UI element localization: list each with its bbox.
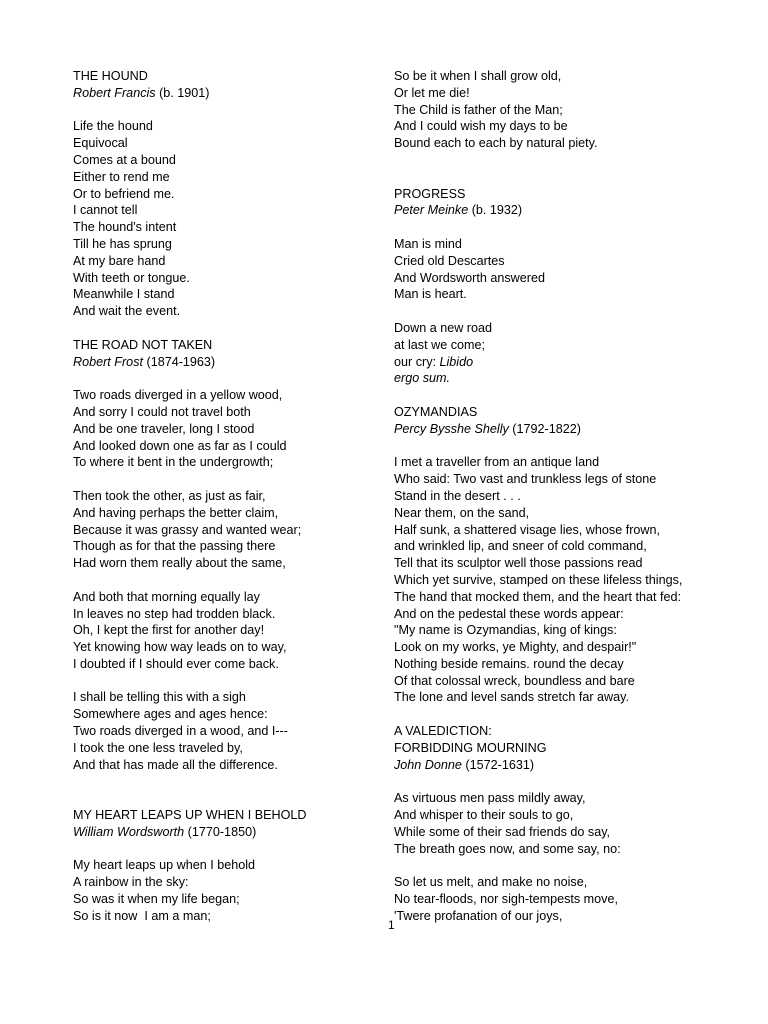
page-number: 1 bbox=[388, 918, 395, 932]
poem-line: Though as for that the passing there bbox=[73, 539, 276, 554]
author-name: William Wordsworth bbox=[73, 824, 185, 839]
poem-line: Bound each to each by natural piety. bbox=[394, 136, 598, 151]
poem-line: And having perhaps the better claim, bbox=[73, 505, 279, 520]
poem-line: The lone and level sands stretch far away. bbox=[394, 690, 629, 705]
poem-line: I doubted if I should ever come back. bbox=[73, 656, 279, 671]
poem-line: And be one traveler, long I stood bbox=[73, 421, 255, 436]
poem-title: THE ROAD NOT TAKEN bbox=[73, 337, 213, 352]
poem-line: So is it now I am a man; bbox=[73, 908, 211, 923]
poem-line: Oh, I kept the first for another day! bbox=[73, 623, 265, 638]
poem-line: Somewhere ages and ages hence: bbox=[73, 707, 268, 722]
poem-line: Two roads diverged in a wood, and I--- bbox=[73, 724, 288, 739]
author-dates: (b. 1932) bbox=[468, 203, 523, 218]
poem-line: So be it when I shall grow old, bbox=[394, 69, 562, 83]
author-name: Percy Bysshe Shelly bbox=[394, 421, 509, 436]
author-dates: (1572-1631) bbox=[461, 757, 535, 772]
poem-byline bbox=[73, 354, 373, 371]
poem-line: In leaves no step had trodden black. bbox=[73, 606, 276, 621]
poem-my-heart-leaps-up bbox=[73, 807, 373, 925]
poem-line: Man is heart. bbox=[394, 287, 467, 302]
poem-the-hound bbox=[73, 68, 373, 320]
poem-line: Then took the other, as just as fair, bbox=[73, 488, 266, 503]
poem-line: Because it was grassy and wanted wear; bbox=[73, 522, 302, 537]
poem-line: Which yet survive, stamped on these lifeless things, bbox=[394, 572, 683, 587]
poem-line: Stand in the desert . . . bbox=[394, 488, 521, 503]
latin-phrase: Libido bbox=[439, 354, 474, 369]
left-column bbox=[73, 68, 373, 925]
poem-line: And that has made all the difference. bbox=[73, 757, 278, 772]
poem-ozymandias bbox=[394, 404, 724, 706]
poem-line: Look on my works, ye Mighty, and despair!" bbox=[394, 640, 637, 655]
poem-line: 'Twere profanation of our joys, bbox=[394, 908, 563, 923]
poem-line: And I could wish my days to be bbox=[394, 119, 568, 134]
poem-line: I met a traveller from an antique land bbox=[394, 455, 600, 470]
poem-line: Till he has sprung bbox=[73, 236, 172, 251]
poem-line: Yet knowing how way leads on to way, bbox=[73, 640, 287, 655]
poem-line: Equivocal bbox=[73, 136, 128, 151]
poem-byline bbox=[394, 421, 724, 438]
poem-line: ergo sum. bbox=[394, 371, 450, 386]
author-dates: (b. 1901) bbox=[155, 85, 210, 100]
poem-line: So let us melt, and make no noise, bbox=[394, 875, 588, 890]
author-dates: (1874-1963) bbox=[143, 354, 216, 369]
poem-line: And Wordsworth answered bbox=[394, 270, 545, 285]
poem-byline bbox=[73, 824, 373, 841]
poem-line-text: our cry: bbox=[394, 354, 440, 369]
poem-title: FORBIDDING MOURNING bbox=[394, 740, 547, 755]
poem-line: Down a new road bbox=[394, 320, 493, 335]
poem-line: Who said: Two vast and trunkless legs of stone bbox=[394, 472, 657, 487]
poem-line: With teeth or tongue. bbox=[73, 270, 190, 285]
author-dates: (1792-1822) bbox=[508, 421, 581, 436]
right-column bbox=[394, 68, 724, 925]
poem-my-heart-leaps-up-continued bbox=[394, 68, 724, 152]
poem-title: OZYMANDIAS bbox=[394, 404, 478, 419]
poem-line: Meanwhile I stand bbox=[73, 287, 175, 302]
poem-line: Nothing beside remains. round the decay bbox=[394, 656, 624, 671]
poem-line: and wrinkled lip, and sneer of cold command, bbox=[394, 539, 647, 554]
poem-line: No tear-floods, nor sigh-tempests move, bbox=[394, 892, 618, 907]
poem-line: At my bare hand bbox=[73, 253, 166, 268]
author-name: Robert Frost bbox=[73, 354, 143, 369]
poem-line: The breath goes now, and some say, no: bbox=[394, 841, 621, 856]
poem-line: Of that colossal wreck, boundless and bare bbox=[394, 673, 635, 688]
poem-line: I shall be telling this with a sigh bbox=[73, 690, 246, 705]
author-name: Peter Meinke bbox=[394, 203, 469, 218]
poem-a-valediction bbox=[394, 723, 724, 925]
poem-line bbox=[394, 354, 724, 371]
poem-line: "My name is Ozymandias, king of kings: bbox=[394, 623, 617, 638]
poem-title: PROGRESS bbox=[394, 186, 466, 201]
poem-byline bbox=[394, 757, 724, 774]
poem-line: The hound's intent bbox=[73, 220, 177, 235]
poem-progress bbox=[394, 186, 724, 388]
poem-title: THE HOUND bbox=[73, 69, 148, 83]
poem-line: at last we come; bbox=[394, 337, 485, 352]
poem-line: Or to befriend me. bbox=[73, 186, 175, 201]
poem-line: My heart leaps up when I behold bbox=[73, 858, 256, 873]
poem-line: Had worn them really about the same, bbox=[73, 556, 286, 571]
poem-line: Comes at a bound bbox=[73, 152, 176, 167]
poem-line: Half sunk, a shattered visage lies, whose frown, bbox=[394, 522, 660, 537]
poem-line: Two roads diverged in a yellow wood, bbox=[73, 388, 283, 403]
poem-title: A VALEDICTION: bbox=[394, 724, 492, 739]
poem-line: Cried old Descartes bbox=[394, 253, 505, 268]
author-name: John Donne bbox=[394, 757, 462, 772]
poem-line: And wait the event. bbox=[73, 304, 181, 319]
poem-line: So was it when my life began; bbox=[73, 892, 240, 907]
poem-line: Or let me die! bbox=[394, 85, 470, 100]
poem-line: And looked down one as far as I could bbox=[73, 438, 287, 453]
poem-line: And whisper to their souls to go, bbox=[394, 808, 574, 823]
poem-line: I took the one less traveled by, bbox=[73, 740, 243, 755]
poem-line: Life the hound bbox=[73, 119, 153, 134]
poem-line: Man is mind bbox=[394, 236, 462, 251]
poem-line: While some of their sad friends do say, bbox=[394, 824, 611, 839]
poem-line: The hand that mocked them, and the heart that fed: bbox=[394, 589, 682, 604]
poem-line: To where it bent in the undergrowth; bbox=[73, 455, 274, 470]
poem-line: The Child is father of the Man; bbox=[394, 102, 563, 117]
poem-line: I cannot tell bbox=[73, 203, 138, 218]
poem-line: Either to rend me bbox=[73, 169, 170, 184]
author-dates: (1770-1850) bbox=[184, 824, 257, 839]
author-name: Robert Francis bbox=[73, 85, 156, 100]
poem-line: And on the pedestal these words appear: bbox=[394, 606, 624, 621]
poem-line: Tell that its sculptor well those passions read bbox=[394, 556, 643, 571]
poem-line: Near them, on the sand, bbox=[394, 505, 530, 520]
poem-line: And sorry I could not travel both bbox=[73, 404, 251, 419]
poem-the-road-not-taken bbox=[73, 337, 373, 774]
poem-title: MY HEART LEAPS UP WHEN I BEHOLD bbox=[73, 808, 307, 823]
poem-byline bbox=[394, 202, 724, 219]
poem-line: A rainbow in the sky: bbox=[73, 875, 189, 890]
poem-line: And both that morning equally lay bbox=[73, 589, 260, 604]
poem-line: As virtuous men pass mildly away, bbox=[394, 791, 586, 806]
poem-byline bbox=[73, 85, 373, 102]
